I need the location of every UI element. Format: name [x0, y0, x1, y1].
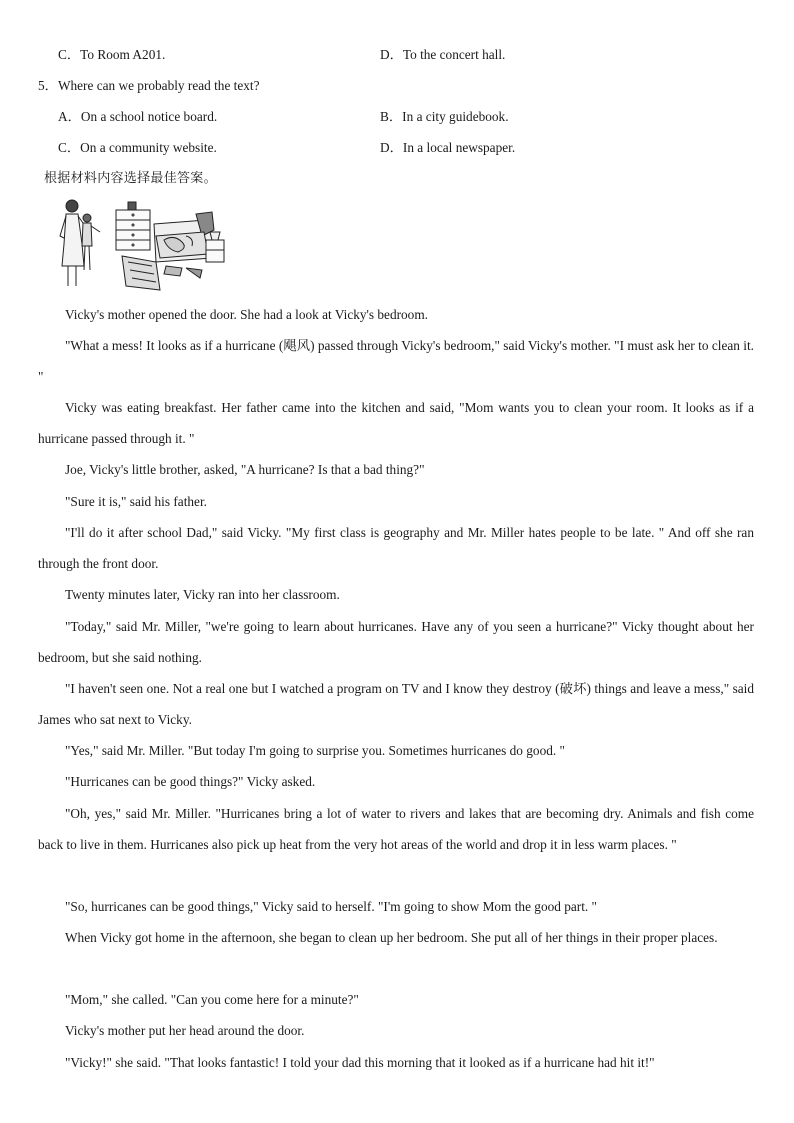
passage-paragraph: Vicky's mother opened the door. She had a look at Vicky's bedroom. [65, 307, 429, 322]
passage-paragraph: When Vicky got home in the afternoon, she began to clean up her bedroom. She put all of her things in their proper places. [65, 930, 718, 945]
option-d[interactable]: D．In a local newspaper. [380, 140, 516, 155]
passage-paragraph: "Mom," she called. "Can you come here for a minute?" [65, 992, 359, 1007]
passage-paragraph: Vicky was eating breakfast. Her father came into the kitchen and said, "Mom wants you to clean your room. It looks as if a hurricane passed through it. " [38, 400, 754, 447]
option-c[interactable]: C．To Room A201. [58, 47, 166, 62]
option-c[interactable]: C．On a community website. [58, 140, 217, 155]
question-4-options-row [0, 46, 794, 64]
passage-paragraph: "Today," said Mr. Miller, "we're going to learn about hurricanes. Have any of you seen a hurricane?" Vicky thought about her bedroom, but she said nothing. [38, 619, 754, 666]
question-5-options-row-2 [0, 139, 794, 157]
passage-paragraph: Vicky's mother put her head around the door. [65, 1023, 305, 1038]
option-a[interactable]: A．On a school notice board. [58, 109, 218, 124]
mother-and-child-bedroom-icon [56, 196, 228, 292]
option-b[interactable]: B．In a city guidebook. [380, 109, 509, 124]
passage-paragraph: Twenty minutes later, Vicky ran into her classroom. [65, 587, 340, 602]
passage-paragraph: "Oh, yes," said Mr. Miller. "Hurricanes bring a lot of water to rivers and lakes that are becoming dry. Animals and fish come back to live in them. Hurricanes also pick up heat from the very hot areas of the world and drop it in less warm places. " [38, 806, 754, 853]
question-5-stem [38, 77, 260, 95]
passage-paragraph: "I haven't seen one. Not a real one but I watched a program on TV and I know they destroy (破坏) things and leave a mess," said James who sat next to Vicky. [38, 681, 754, 728]
option-d[interactable]: D．To the concert hall. [380, 47, 506, 62]
story-illustration [56, 196, 228, 292]
passage-paragraph: "Yes," said Mr. Miller. "But today I'm going to surprise you. Sometimes hurricanes do good. " [65, 743, 565, 758]
passage-paragraph: "Sure it is," said his father. [65, 494, 207, 509]
section-instruction: 根据材料内容选择最佳答案。 [44, 171, 217, 186]
passage-paragraph: "I'll do it after school Dad," said Vicky. "My first class is geography and Mr. Miller hates people to be late. " And off she ran through the front door. [38, 525, 754, 572]
passage-paragraph: Joe, Vicky's little brother, asked, "A hurricane? Is that a bad thing?" [65, 462, 425, 477]
question-5-options-row-1 [0, 108, 794, 126]
passage-paragraph: "What a mess! It looks as if a hurricane (飓风) passed through Vicky's bedroom," said Vicky's mother. "I must ask her to clean it. " [38, 338, 754, 385]
passage-paragraph: "Hurricanes can be good things?" Vicky asked. [65, 774, 316, 789]
question-text: Where can we probably read the text? [57, 78, 260, 93]
passage-paragraph: "So, hurricanes can be good things," Vicky said to herself. "I'm going to show Mom the good part. " [65, 899, 597, 914]
passage-paragraph: "Vicky!" she said. "That looks fantastic! I told your dad this morning that it looked as if a hurricane had hit it!" [65, 1055, 655, 1070]
question-number: 5． [38, 78, 58, 93]
